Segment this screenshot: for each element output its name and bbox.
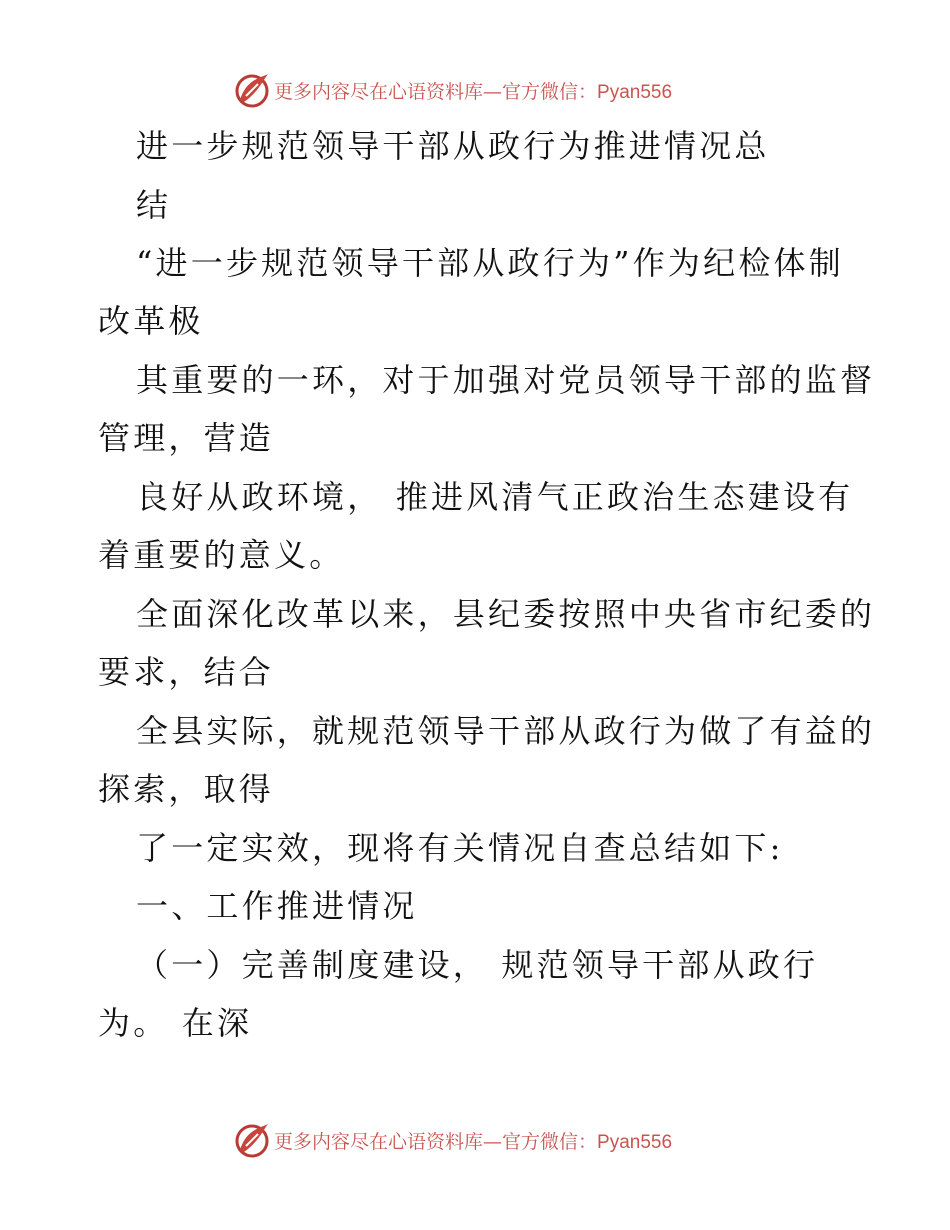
section-heading: 一、工作推进情况 bbox=[136, 887, 418, 925]
red-flame-pen-icon bbox=[232, 70, 272, 110]
text-line: 结 bbox=[136, 186, 172, 224]
text-line: 良好从政环境， 推进风清气正政治生态建设有 bbox=[136, 478, 854, 516]
text-line: 改革极 bbox=[98, 302, 204, 340]
text-line: 其重要的一环，对于加强对党员领导干部的监督 bbox=[136, 361, 876, 399]
red-flame-pen-icon bbox=[232, 1120, 272, 1160]
watermark-text: 更多内容尽在心语资料库—官方微信： bbox=[274, 1130, 598, 1153]
text-line: 为。 在深 bbox=[98, 1004, 253, 1042]
text-line: 全面深化改革以来，县纪委按照中央省市纪委的 bbox=[136, 595, 876, 633]
text-line: “进一步规范领导干部从政行为”作为纪检体制 bbox=[136, 244, 844, 282]
text-line: 全县实际，就规范领导干部从政行为做了有益的 bbox=[136, 712, 876, 750]
text-line: 着重要的意义。 bbox=[98, 536, 345, 574]
watermark-wechat-id: Pyan556 bbox=[597, 1131, 673, 1153]
watermark-banner-top bbox=[0, 68, 950, 112]
text-line: 进一步规范领导干部从政行为推进情况总 bbox=[136, 127, 770, 165]
text-line: 管理，营造 bbox=[98, 419, 275, 457]
watermark-text: 更多内容尽在心语资料库—官方微信： bbox=[274, 80, 598, 103]
text-line: 探索，取得 bbox=[98, 770, 275, 808]
watermark-banner-bottom bbox=[0, 1118, 950, 1162]
subsection-heading: （一）完善制度建设， 规范领导干部从政行 bbox=[136, 946, 819, 984]
watermark-wechat-id: Pyan556 bbox=[597, 81, 673, 103]
text-line: 要求，结合 bbox=[98, 653, 275, 691]
text-line: 了一定实效，现将有关情况自查总结如下: bbox=[136, 829, 784, 867]
